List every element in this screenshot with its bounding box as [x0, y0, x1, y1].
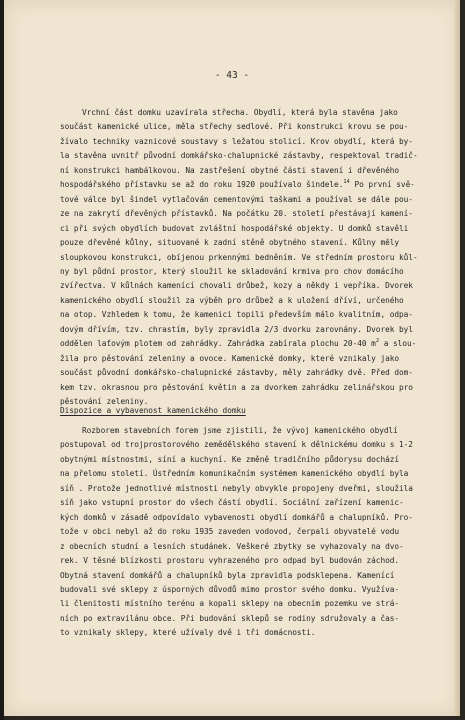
text-segment: Po první svě-	[354, 180, 415, 190]
document-page	[4, 0, 460, 716]
text-line: součást původní domkářsko-chalupnické zástavby, měly zahrádky dvě. Před dom-	[60, 368, 413, 378]
text-line: síň jako vstupní prostor do všech částí obydlí. Sociální zařízení kamenic-	[60, 498, 404, 508]
text-line: Vrchní část domku uzavírala střecha. Obydlí, která byla stavěna jako	[82, 108, 398, 117]
text-line: na otop. Vzhledem k tomu, že kamenici topili především málo kvalitním, odpa-	[60, 310, 413, 320]
text-line: dovým dřívím, tzv. chrastím, byly zpravidla 2/3 dvorku zarovnány. Dvorek byl	[60, 324, 413, 334]
footnote-reference: 14	[343, 179, 350, 186]
paragraph-disposition	[60, 424, 432, 641]
section-heading: Dispozice a vybavenost kamenického domku	[60, 406, 246, 415]
text-line: la stavěna uvnitř původní domkářsko-chalupnické zástavby, respektoval tradič-	[60, 151, 418, 161]
text-line: li členitosti místního terénu a kopali sklepy na obecním pozemku ve strá-	[60, 599, 400, 609]
text-line: ze na zakrytí dřevěných přístavků. Na počátku 20. století přestávají kamení-	[60, 209, 413, 219]
text-line: ci při svých obydlích budovat zvláštní hospodářské objekty. U domků stavěli	[60, 223, 409, 233]
text-line: žila pro pěstování zeleniny a ovoce. Kamenické domky, které vznikaly jako	[60, 353, 400, 363]
text-line: Obytná stavení domkářů a chalupníků byla zpravidla podsklepena. Kamenící	[60, 570, 395, 580]
text-line: tové válce byl šindel vytlačován cementovými taškami a používal se dále pou-	[60, 194, 413, 204]
text-line: sloupkovou konstrukci, obíjenou prkennými bedněním. Ve středním prostoru kůl-	[60, 252, 418, 262]
page-number: - 43 -	[214, 70, 250, 81]
text-line: kamenického obydlí sloužil za výběh pro drůbež a k uložení dříví, určeného	[60, 295, 404, 305]
text-line: kem tzv. okrasnou pro pěstování květin a za dvorkem zahrádku zelinářskou pro	[60, 382, 413, 392]
text-line: na přelomu století. Ústředním komunikačním systémem kamenického obydlí byla	[60, 469, 409, 479]
text-line: ní konstrukci hambálkovou. Na zastřešení obytné části stavení i dřevěného	[60, 165, 400, 175]
text-line: síň . Protože jednotlivé místnosti nebyly obvykle propojeny dveřmi, sloužila	[60, 483, 413, 493]
text-line: rek. V těsné blízkosti prostoru vyhrazeného pro odpad byl budován záchod.	[60, 556, 400, 566]
text-line: postupoval od trojprostorového zemědělského stavení k dělnickému domku s 1-2	[60, 440, 413, 450]
text-line: z obecních studní a lesních studánek. Veškeré zbytky se vyhazovaly na dvo-	[60, 541, 404, 551]
text-line: budovali své sklepy z úsporných důvodů mimo prostor svého domku. Využíva-	[60, 584, 400, 594]
text-line: obytnými místnostmi, síní a kuchyní. Ke změně tradičního půdorysu dochází	[60, 454, 400, 464]
text-line: součást kamenické ulice, měla střechy sedlové. Při konstrukci krovu se pou-	[60, 122, 409, 132]
text-line: pouze dřevěné kůlny, situované k zadní stěně obytného stavení. Kůlny měly	[60, 238, 400, 248]
superscript-square: 2	[375, 338, 380, 345]
text-line: zvířectva. V kůlnách kamenící chovali drůbež, kozy a někdy i vepříka. Dvorek	[60, 281, 413, 291]
text-line: Rozborem stavebních forem jsme zjistili, že vývoj kamenického obydlí	[82, 426, 398, 435]
text-line	[60, 178, 432, 192]
text-line: ny byl půdní prostor, který sloužil ke skladování krmiva pro chov domácího	[60, 266, 404, 276]
text-segment: oddělen laťovým plotem od zahrádky. Zahrádka zabírala plochu 20-40 m	[60, 339, 376, 349]
text-line: ních po extravilánu obce. Při budování sklepů se rodiny sdružovaly a čas-	[60, 613, 400, 623]
text-line: to vznikaly sklepy, které užívaly dvě i tři domácnosti.	[60, 628, 316, 638]
text-line: žívalo techniky vaznicové soustavy s ležatou stolicí. Krov obydlí, která by-	[60, 136, 413, 146]
text-line	[60, 337, 432, 351]
text-line: kých domků v zásadě odpovídalo vybavenosti obydlí domkářů a chalupníků. Pro-	[60, 512, 413, 522]
page-edge	[454, 0, 460, 716]
text-line: pěstování zeleniny.	[60, 397, 149, 407]
paragraph-roofing-and-outbuildings	[60, 106, 432, 410]
text-segment: a slou-	[379, 339, 417, 349]
text-segment: hospodářského přístavku se až do roku 1920 používalo šindele.	[60, 180, 344, 190]
text-line: tože v obci nebyl až do roku 1935 zaveden vodovod, čerpali obyvatelé vodu	[60, 527, 400, 537]
